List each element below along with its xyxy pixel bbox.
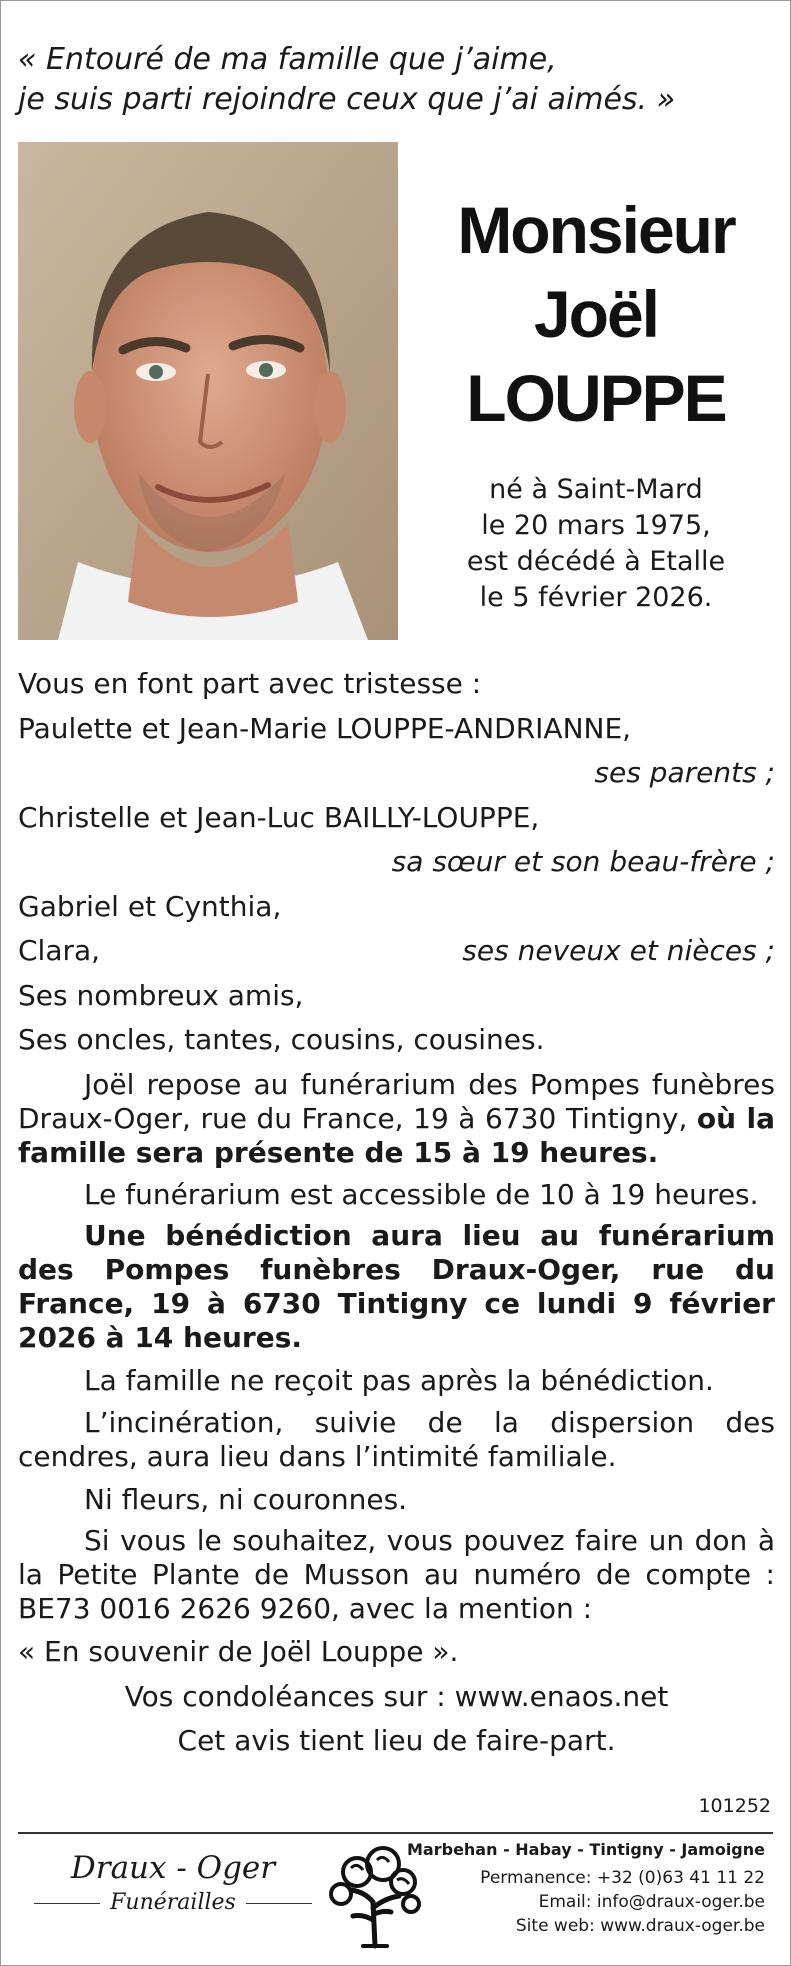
email-line[interactable]: Email: info@draux-oger.be — [538, 1892, 765, 1912]
condolences-link[interactable]: Vos condoléances sur : www.enaos.net — [124, 1679, 669, 1713]
nephews-line-1: Gabriel et Cynthia, — [18, 889, 282, 923]
birth-date: le 20 mars 1975, — [481, 510, 711, 541]
notice-statement: Cet avis tient lieu de faire-part. — [177, 1724, 616, 1757]
epitaph-quote — [18, 40, 675, 120]
portrait-photo — [18, 142, 398, 640]
parents-relation: ses parents ; — [594, 756, 775, 789]
notice-body — [18, 662, 775, 1764]
nephews-relation: ses neveux et nièces ; — [462, 934, 775, 967]
phone-line: Permanence: +32 (0)63 41 11 22 — [480, 1868, 765, 1888]
repose-hours: où la famille sera présente de 15 à 19 heures. — [18, 1101, 775, 1169]
name-title: Monsieur — [457, 193, 735, 267]
reference-number: 101252 — [698, 1795, 771, 1817]
life-dates — [420, 472, 772, 616]
relatives-line: Ses oncles, tantes, cousins, cousines. — [18, 1023, 545, 1056]
funeral-home-brand — [28, 1848, 318, 1918]
website-line[interactable]: Site web: www.draux-oger.be — [515, 1916, 765, 1936]
subtitle-rule-left — [34, 1903, 100, 1904]
first-name: Joël — [533, 277, 659, 351]
brand-name: Draux - Oger — [70, 1850, 276, 1886]
sister-relation: sa sœur et son beau-frère ; — [391, 845, 775, 878]
access-hours: Le funérarium est accessible de 10 à 19 heures. — [84, 1177, 759, 1211]
no-reception: La famille ne reçoit pas après la bénédiction. — [84, 1364, 714, 1397]
parents-names: Paulette et Jean-Marie LOUPPE-ANDRIANNE, — [18, 711, 632, 745]
quote-line-2: je suis parti rejoindre ceux que j’ai aimés. » — [18, 82, 676, 117]
birth-place: né à Saint-Mard — [489, 474, 703, 505]
no-flowers: Ni fleurs, ni couronnes. — [84, 1482, 408, 1516]
death-place: est décédé à Etalle — [466, 546, 726, 577]
donation-mention: « En souvenir de Joël Louppe ». — [18, 1635, 459, 1668]
death-date: le 5 février 2026. — [479, 582, 713, 613]
nephews-row — [18, 929, 775, 974]
nephews-line-2: Clara, — [18, 934, 101, 967]
family-intro: Vous en font part avec tristesse : — [18, 667, 482, 700]
blessing-paragraph: Une bénédiction aura lieu au funérarium des Pompes funèbres Draux-Oger, rue du France, 19 à 6730 Tintigny ce lundi 9 février 2026 à 14 heures. — [18, 1219, 775, 1354]
repose-paragraph — [18, 1068, 775, 1170]
quote-line-1: « Entouré de ma famille que j’aime, — [18, 42, 557, 77]
last-name: LOUPPE — [466, 361, 726, 435]
contact-block — [375, 1838, 765, 1938]
brand-sub-text: Funérailles — [110, 1890, 236, 1915]
brand-subtitle — [28, 1888, 318, 1918]
branch-locations: Marbehan - Habay - Tintigny - Jamoigne — [407, 1840, 765, 1859]
cremation-paragraph: L’incinération, suivie de la dispersion des cendres, aura lieu dans l’intimité familiale. — [18, 1405, 775, 1473]
footer-divider — [18, 1832, 773, 1834]
deceased-name — [420, 188, 772, 440]
repose-text: Joël repose au funérarium des Pompes funèbres Draux-Oger, rue du France, 19 à 6730 Tintigny, — [18, 1067, 775, 1135]
sister-names: Christelle et Jean-Luc BAILLY-LOUPPE, — [18, 800, 540, 834]
friends-line: Ses nombreux amis, — [18, 978, 304, 1012]
subtitle-rule-right — [246, 1903, 312, 1904]
donation-paragraph: Si vous le souhaitez, vous pouvez faire un don à la Petite Plante de Musson au numéro de compte : BE73 0016 2626 9260, avec la mention : — [18, 1524, 775, 1625]
